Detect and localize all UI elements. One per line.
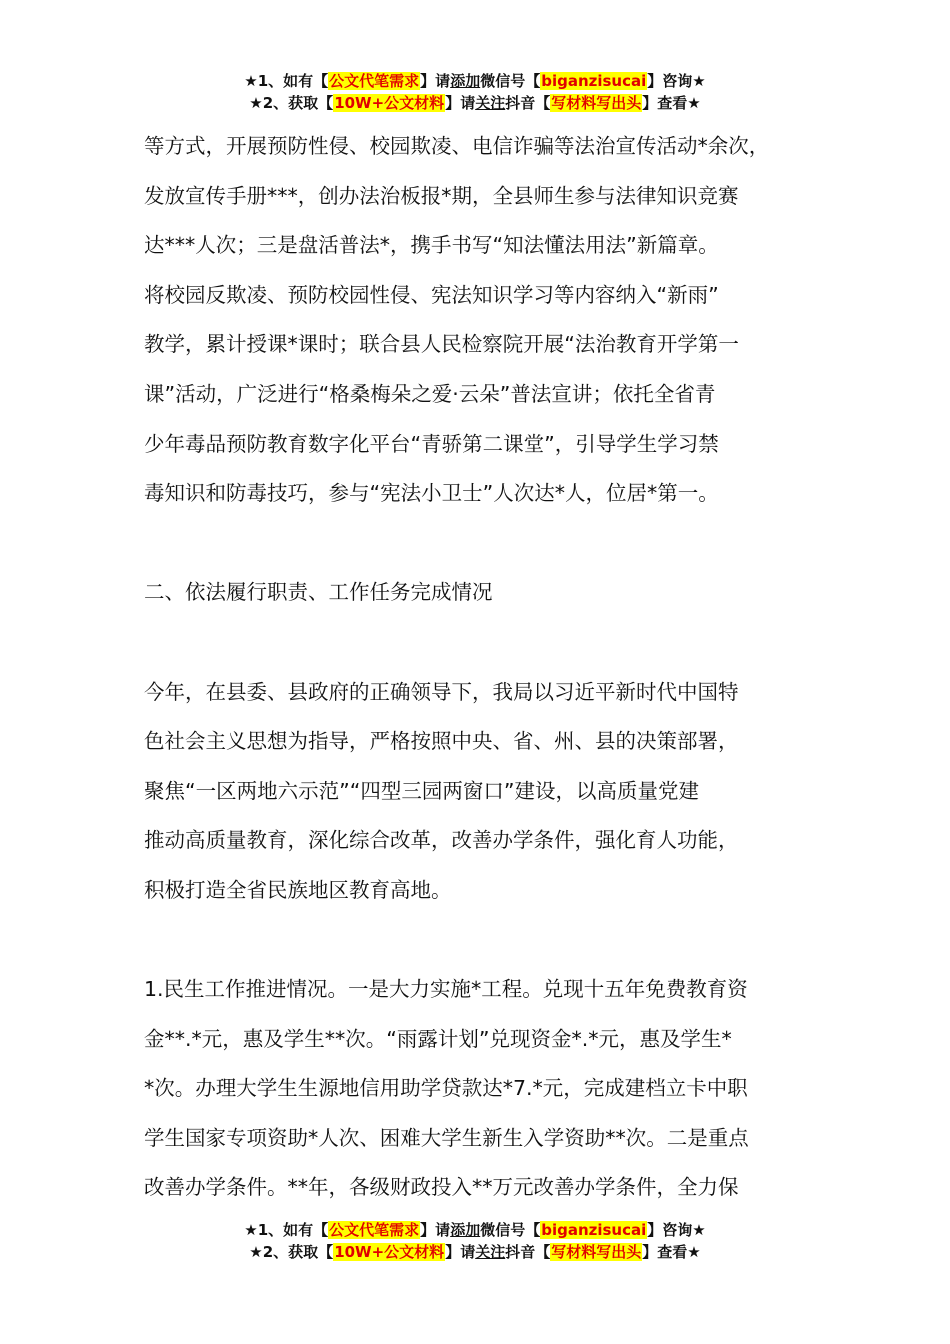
paragraph-gap [144, 618, 824, 668]
banner-text: ★2、获取【 [249, 94, 334, 112]
banner-highlight: 10W+公文材料 [334, 94, 445, 112]
body-line: 毒知识和防毒技巧，参与“宪法小卫士”人次达*人，位居*第一。 [144, 481, 719, 506]
paragraph-gap [144, 916, 824, 966]
banner-underlined: 关注 [475, 94, 506, 112]
banner-highlight: biganzisucai [541, 1221, 647, 1239]
banner-text: 】查看★ [642, 94, 701, 112]
banner-text: 微信号【 [480, 1221, 541, 1239]
body-line: 教学，累计授课*课时；联合县人民检察院开展“法治教育开学第一 [144, 332, 739, 357]
section-heading: 二、依法履行职责、工作任务完成情况 [144, 580, 493, 605]
banner-underlined: 添加 [450, 1221, 481, 1239]
banner-line-2 [0, 92, 950, 114]
banner-underlined: 添加 [450, 72, 481, 90]
banner-text: 】请 [420, 1221, 451, 1239]
body-line: 金**.*元，惠及学生**次。“雨露计划”兑现资金*.*元，惠及学生* [144, 1026, 732, 1051]
banner-text: ★1、如有【 [244, 72, 329, 90]
banner-text: ★1、如有【 [244, 1221, 329, 1239]
body-line: *次。办理大学生生源地信用助学贷款达*7.*元，完成建档立卡中职 [144, 1076, 748, 1101]
body-line: 积极打造全省民族地区教育高地。 [144, 877, 452, 902]
body-line: 学生国家专项资助*人次、困难大学生新生入学资助**次。二是重点 [144, 1125, 749, 1150]
banner-highlight: biganzisucai [541, 72, 647, 90]
banner-highlight: 公文代笔需求 [329, 1221, 420, 1239]
banner-line-1 [0, 70, 950, 92]
body-line: 改善办学条件。**年，各级财政投入**万元改善办学条件，全力保 [144, 1175, 739, 1200]
body-line: 色社会主义思想为指导，严格按照中央、省、州、县的决策部署， [144, 729, 739, 754]
body-line: 等方式，开展预防性侵、校园欺凌、电信诈骗等法治宣传活动*余次， [144, 134, 770, 158]
banner-underlined: 关注 [475, 1243, 506, 1261]
banner-highlight: 写材料写出头 [551, 94, 642, 112]
banner-text: 】查看★ [642, 1243, 701, 1261]
paragraph-gap [144, 519, 824, 569]
body-line: 课”活动，广泛进行“格桑梅朵之爱·云朵”普法宣讲；依托全省青 [144, 381, 716, 406]
body-line: 少年毒品预防教育数字化平台“青骄第二课堂”，引导学生学习禁 [144, 431, 719, 456]
banner-text: 】请 [445, 1243, 476, 1261]
body-line: 聚焦“一区两地六示范”“四型三园两窗口”建设，以高质量党建 [144, 778, 699, 803]
banner-text: 微信号【 [480, 72, 541, 90]
banner-text: 抖音【 [505, 1243, 551, 1261]
body-line: 达***人次；三是盘活普法*，携手书写“知法懂法用法”新篇章。 [144, 233, 719, 258]
body-line: 将校园反欺凌、预防校园性侵、宪法知识学习等内容纳入“新雨” [144, 282, 719, 307]
banner-highlight: 写材料写出头 [551, 1243, 642, 1261]
banner-highlight: 10W+公文材料 [334, 1243, 445, 1261]
banner-line-2 [0, 1241, 950, 1263]
banner-highlight: 公文代笔需求 [329, 72, 420, 90]
banner-text: 】咨询★ [647, 72, 706, 90]
banner-text: 】请 [420, 72, 451, 90]
body-line: 1.民生工作推进情况。一是大力实施*工程。兑现十五年免费教育资 [144, 977, 748, 1002]
body-line: 推动高质量教育，深化综合改革，改善办学条件，强化育人功能， [144, 828, 739, 853]
banner-text: 抖音【 [505, 94, 551, 112]
banner-text: 】请 [445, 94, 476, 112]
header-banner [0, 70, 950, 114]
banner-text: 】咨询★ [647, 1221, 706, 1239]
footer-banner [0, 1219, 950, 1263]
document-body [144, 122, 824, 1213]
banner-text: ★2、获取【 [249, 1243, 334, 1261]
body-line: 今年，在县委、县政府的正确领导下，我局以习近平新时代中国特 [144, 679, 739, 704]
body-line: 发放宣传手册***，创办法治板报*期，全县师生参与法律知识竞赛 [144, 183, 739, 208]
banner-line-1 [0, 1219, 950, 1241]
